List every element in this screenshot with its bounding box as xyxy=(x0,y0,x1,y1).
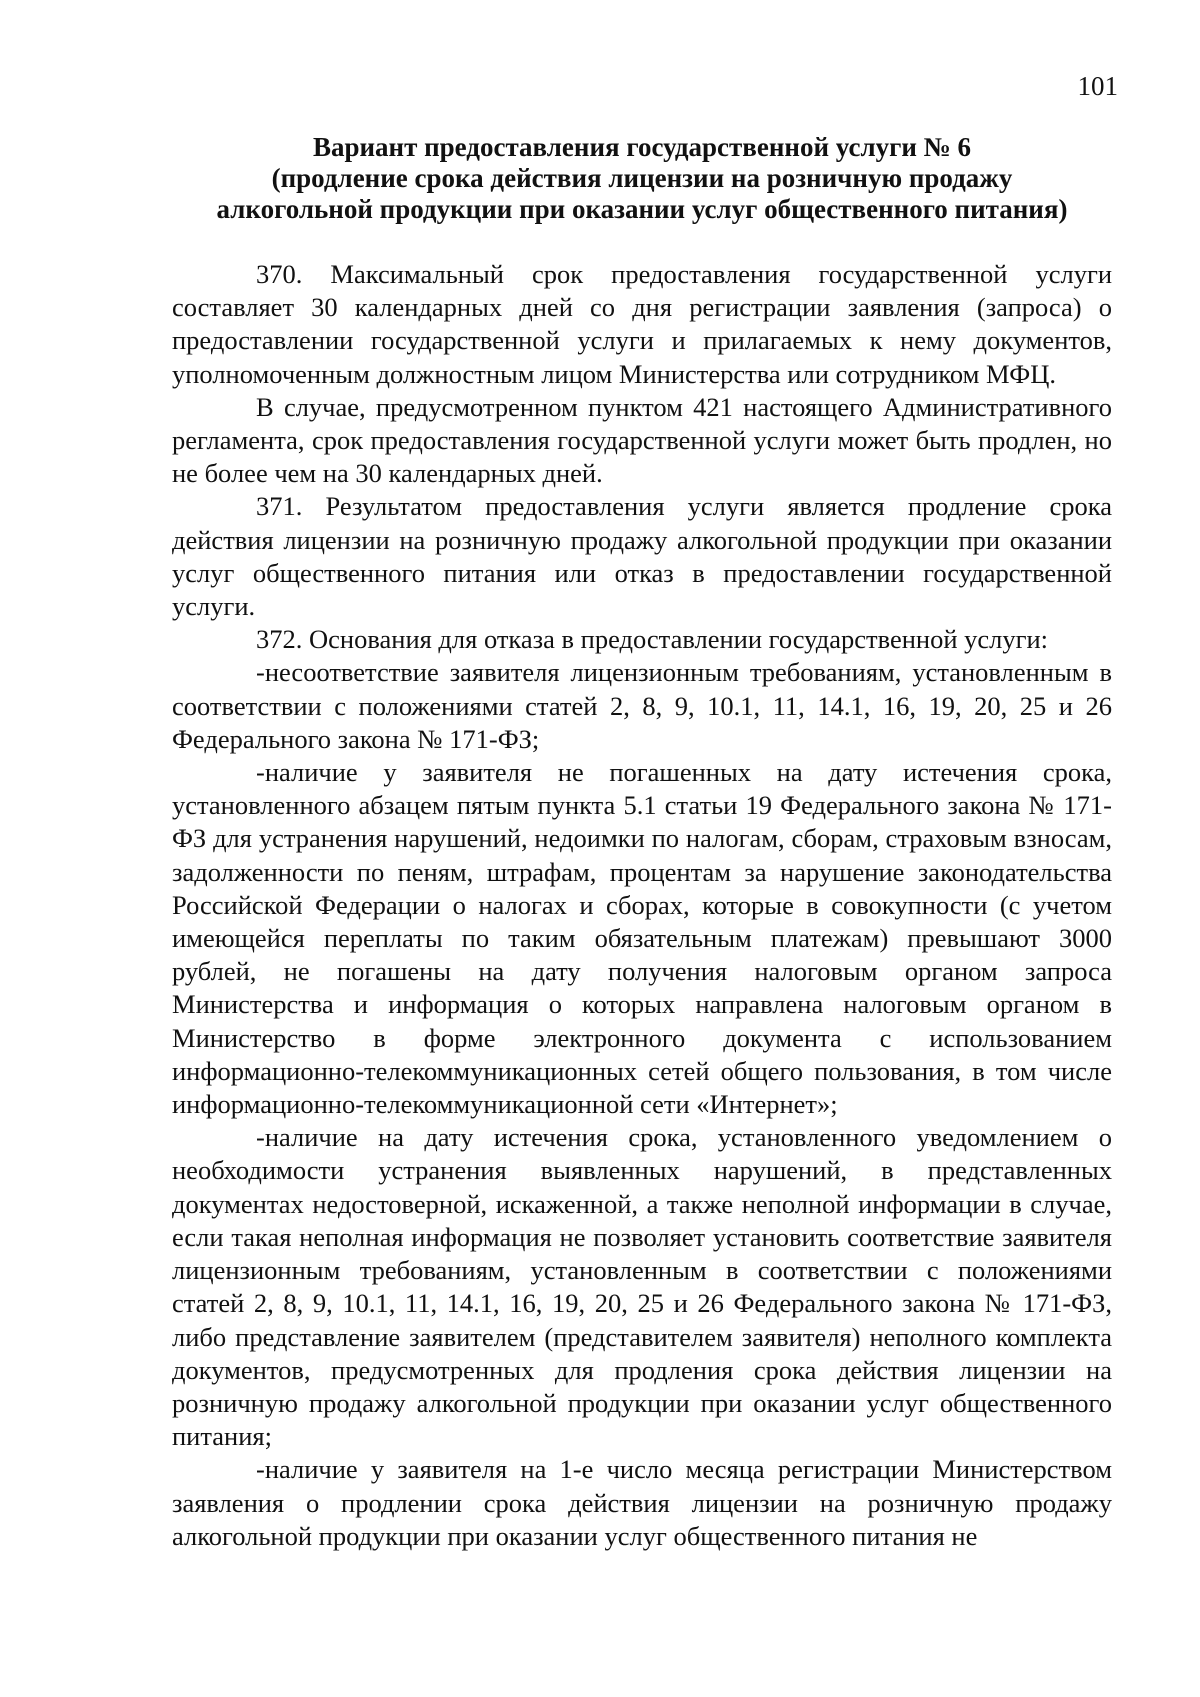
refusal-ground-1: -несоответствие заявителя лицензионным требованиям, установленным в соответствии с положениями статей 2, 8, 9, 10.1, 11, 14.1, 16, 19, 20, 25 и 26 Федерального закона № 171-ФЗ; xyxy=(172,657,1112,754)
refusal-ground-3: -наличие на дату истечения срока, установленного уведомлением о необходимости устранения выявленных нарушений, в представленных документах недостоверной, искаженной, а также неполной информации в случае, если такая неполная информация не позволяет установить соответствие заявителя лицензионным требованиям, установленным в соответствии с положениями статей 2, 8, 9, 10.1, 11, 14.1, 16, 19, 20, 25 и 26 Федерального закона № 171-ФЗ, либо представление заявителем (представителем заявителя) неполного комплекта документов, предусмотренных для продления срока действия лицензии на розничную продажу алкогольной продукции при оказании услуг общественного питания; xyxy=(172,1122,1112,1452)
heading-line-3: алкогольной продукции при оказании услуг общественного питания) xyxy=(216,194,1068,224)
paragraph-370-extension: В случае, предусмотренном пунктом 421 настоящего Административного регламента, срок предоставления государственной услуги может быть продлен, но не более чем на 30 календарных дней. xyxy=(172,391,1112,489)
refusal-ground-4: -наличие у заявителя на 1-е число месяца регистрации Министерством заявления о продлении срока действия лицензии на розничную продажу алкогольной продукции при оказании услуг общественного питания не xyxy=(172,1454,1112,1551)
page-number: 101 xyxy=(1077,71,1118,101)
section-heading xyxy=(172,132,1112,225)
document-body xyxy=(172,258,1112,1553)
paragraph-371: 371. Результатом предоставления услуги является продление срока действия лицензии на розничную продажу алкогольной продукции при оказании услуг общественного питания или отказ в предоставлении государственной услуги. xyxy=(172,491,1112,622)
heading-line-2: (продление срока действия лицензии на розничную продажу xyxy=(271,163,1013,193)
heading-line-1: Вариант предоставления государственной услуги № 6 xyxy=(312,132,972,162)
paragraph-372: 372. Основания для отказа в предоставлении государственной услуги: xyxy=(256,624,1049,655)
refusal-ground-2: -наличие у заявителя не погашенных на дату истечения срока, установленного абзацем пятым пункта 5.1 статьи 19 Федерального закона № 171-ФЗ для устранения нарушений, недоимки по налогам, сборам, страховым взносам, задолженности по пеням, штрафам, процентам за нарушение законодательства Российской Федерации о налогах и сборах, которые в совокупности (с учетом имеющейся переплаты по таким обязательным платежам) превышают 3000 рублей, не погашены на дату получения налоговым органом запроса Министерства и информация о которых направлена налоговым органом в Министерство в форме электронного документа с использованием информационно-телекоммуникационных сетей общего пользования, в том числе информационно-телекоммуникационной сети «Интернет»; xyxy=(172,757,1112,1120)
paragraph-370: 370. Максимальный срок предоставления государственной услуги составляет 30 календарных дней со дня регистрации заявления (запроса) о предоставлении государственной услуги и прилагаемых к нему документов, уполномоченным должностным лицом Министерства или сотрудником МФЦ. xyxy=(172,259,1112,389)
